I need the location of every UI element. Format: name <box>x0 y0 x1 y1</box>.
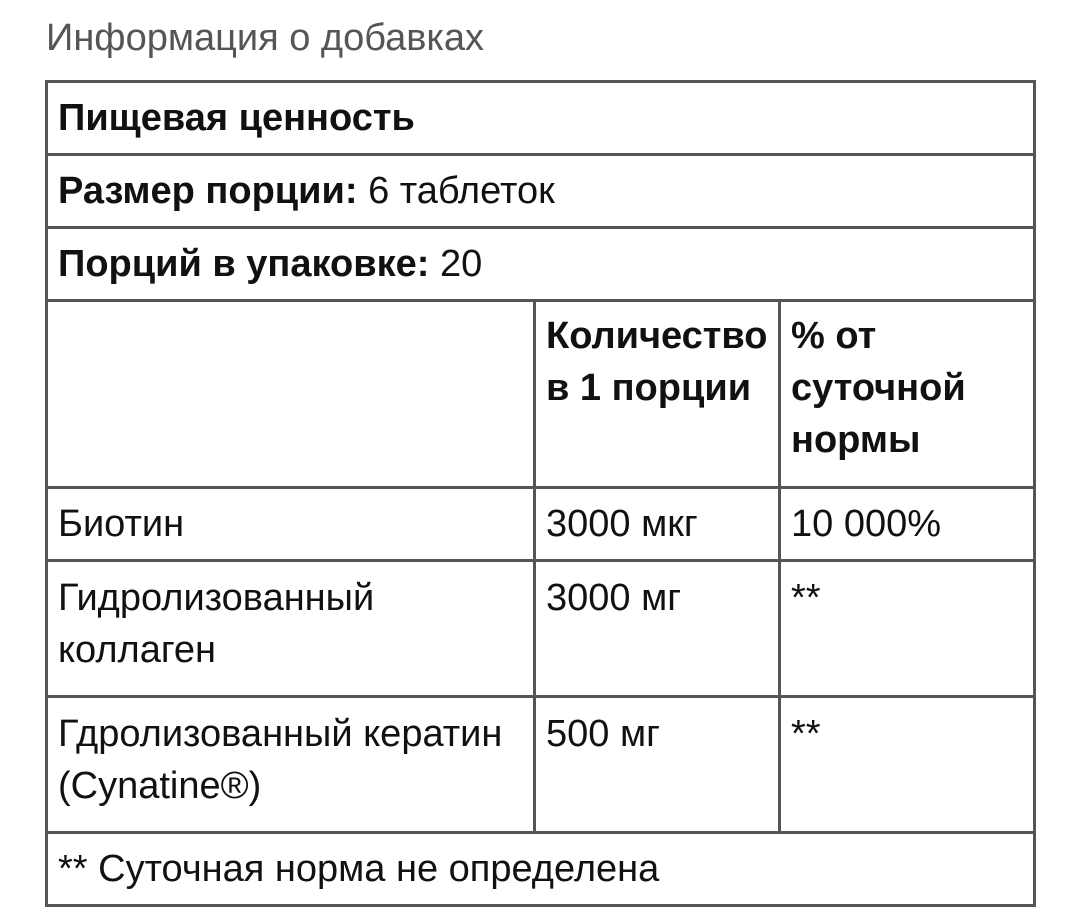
table-title-row <box>47 82 1035 155</box>
footnote: ** Суточная норма не определена <box>47 833 1035 906</box>
table-row <box>47 488 1035 561</box>
column-header-amount: Количество в 1 порции <box>535 301 780 488</box>
serving-size-row <box>47 155 1035 228</box>
table-row <box>47 561 1035 697</box>
ingredient-amount: 3000 мкг <box>535 488 780 561</box>
servings-per-container-value: 20 <box>429 243 483 285</box>
serving-size-cell <box>47 155 1035 228</box>
ingredient-daily-value: ** <box>780 697 1035 833</box>
ingredient-amount: 3000 мг <box>535 561 780 697</box>
serving-size-label: Размер порции: <box>58 170 358 212</box>
ingredient-daily-value: 10 000% <box>780 488 1035 561</box>
table-title: Пищевая ценность <box>47 82 1035 155</box>
footnote-row <box>47 833 1035 906</box>
section-title: Информация о добавках <box>46 17 485 59</box>
servings-per-container-cell <box>47 228 1035 301</box>
ingredient-name: Гидролизованный коллаген <box>47 561 535 697</box>
table-row <box>47 697 1035 833</box>
ingredient-name: Гдролизованный кератин (Cynatine®) <box>47 697 535 833</box>
ingredient-name: Биотин <box>47 488 535 561</box>
serving-size-value: 6 таблеток <box>357 170 555 212</box>
column-header-row <box>47 301 1035 488</box>
servings-per-container-label: Порций в упаковке: <box>58 243 430 285</box>
servings-per-container-row <box>47 228 1035 301</box>
ingredient-daily-value: ** <box>780 561 1035 697</box>
column-header-name <box>47 301 535 488</box>
ingredient-amount: 500 мг <box>535 697 780 833</box>
column-header-daily-value: % от суточной нормы <box>780 301 1035 488</box>
supplement-facts-table <box>45 80 1036 907</box>
